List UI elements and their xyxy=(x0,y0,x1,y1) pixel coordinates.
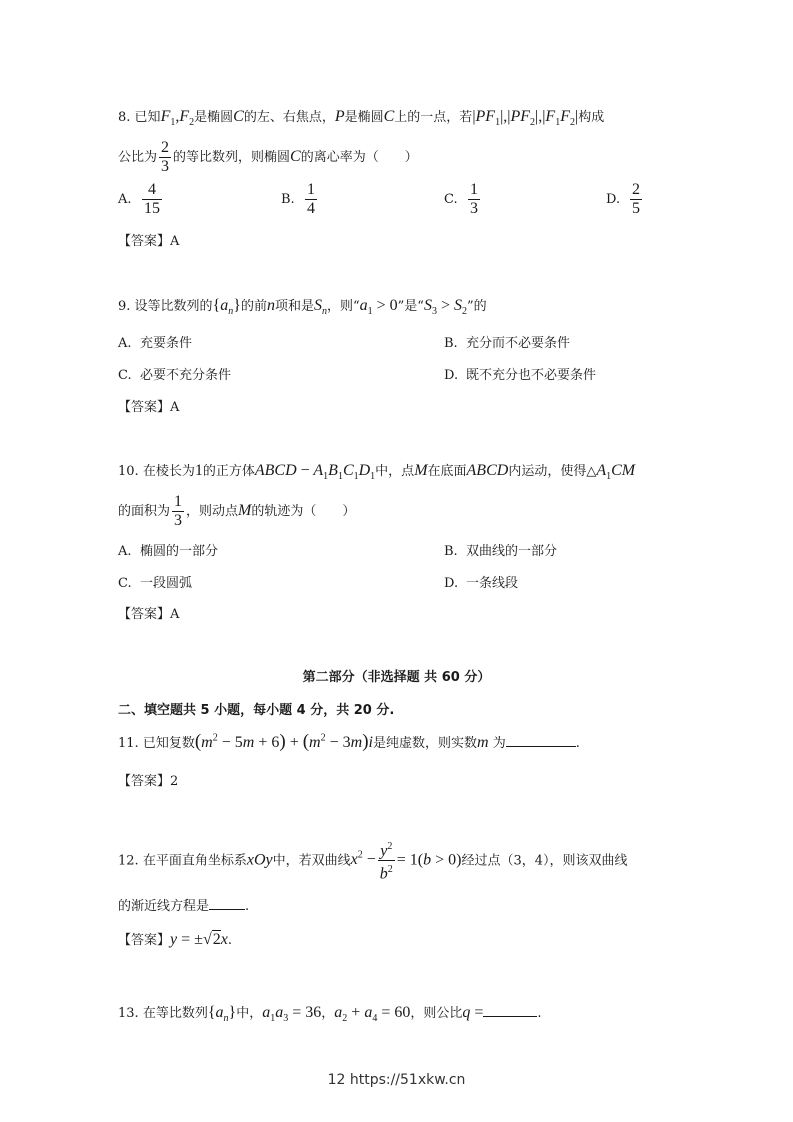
question-10-line-2: 的面积为 $\frac{1}{3}$ ，则动点M的轨迹为（ ） xyxy=(118,493,356,529)
option-8d: D. $\frac{2}{5}$ xyxy=(606,181,640,217)
option-8a: A. $\frac{4}{15}$ xyxy=(118,181,160,217)
question-13: 13. 在等比数列$\{a_n\}$中，$a_1a_3 = 36$，$a_2 + a_4 = 60$，则公比q = . xyxy=(118,1004,542,1025)
answer-9: 【答案】A xyxy=(118,400,180,415)
part-2-title: 第二部分（非选择题 共 60 分） xyxy=(302,670,491,685)
section-heading: 二、填空题共 5 小题，每小题 4 分，共 20 分. xyxy=(118,703,395,718)
page-footer xyxy=(0,1072,793,1088)
question-11: 11. 已知复数$(m^2 - 5m + 6) + (m^2 - 3m)i$是纯虚数，则实数m 为 . xyxy=(118,731,580,752)
option-9a: A. 充要条件 xyxy=(118,336,193,351)
option-9d: D. 既不充分也不必要条件 xyxy=(444,368,597,383)
option-9c: C. 必要不充分条件 xyxy=(118,368,232,383)
question-8-line-2: 公比为 $\frac{2}{3}$ 的等比数列，则椭圆C的离心率为（ ） xyxy=(118,139,418,175)
answer-11: 【答案】2 xyxy=(118,774,179,789)
footer-url[interactable]: https://51xkw.cn xyxy=(349,1072,466,1088)
option-10d: D. 一条线段 xyxy=(444,576,519,591)
page-number: 12 xyxy=(327,1072,346,1088)
ratio-fraction: $\frac{2}{3}$ xyxy=(161,139,170,175)
option-9b: B. 充分而不必要条件 xyxy=(444,336,571,351)
option-10a: A. 椭圆的一部分 xyxy=(118,544,219,559)
option-8c: C. $\frac{1}{3}$ xyxy=(444,181,478,217)
answer-12: 【答案】y = ±√2x. xyxy=(118,931,232,948)
option-8b: B. $\frac{1}{4}$ xyxy=(281,181,315,217)
option-10b: B. 双曲线的一部分 xyxy=(444,544,558,559)
answer-8: 【答案】A xyxy=(118,234,180,249)
question-9: 9. 设等比数列的$\{a_n\}$的前n项和是$S_n$，则“$a_1 > 0$”是“$S_3 > S_2$”的 xyxy=(118,297,487,318)
question-8-line-1: 8. 已知$F_1,F_2$是椭圆C的左、右焦点，P是椭圆C上的一点，若$|PF_1|,|PF_2|,|F_1F_2|$构成 xyxy=(118,108,605,129)
option-10c: C. 一段圆弧 xyxy=(118,576,193,591)
question-10-line-1: 10. 在棱长为1的正方体ABCD − $A_1B_1C_1D_1$中，点M在底面ABCD内运动，使得$\triangle A_1CM$ xyxy=(118,462,636,483)
question-12-line-2: 的渐近线方程是 . xyxy=(118,899,250,914)
answer-10: 【答案】A xyxy=(118,607,180,622)
question-12-line-1: 12. 在平面直角坐标系xOy中，若双曲线$x^2$ − $\frac{y^2}{b^2}$ = 1(b > 0)经过点（3，4），则该双曲线 xyxy=(118,838,628,884)
